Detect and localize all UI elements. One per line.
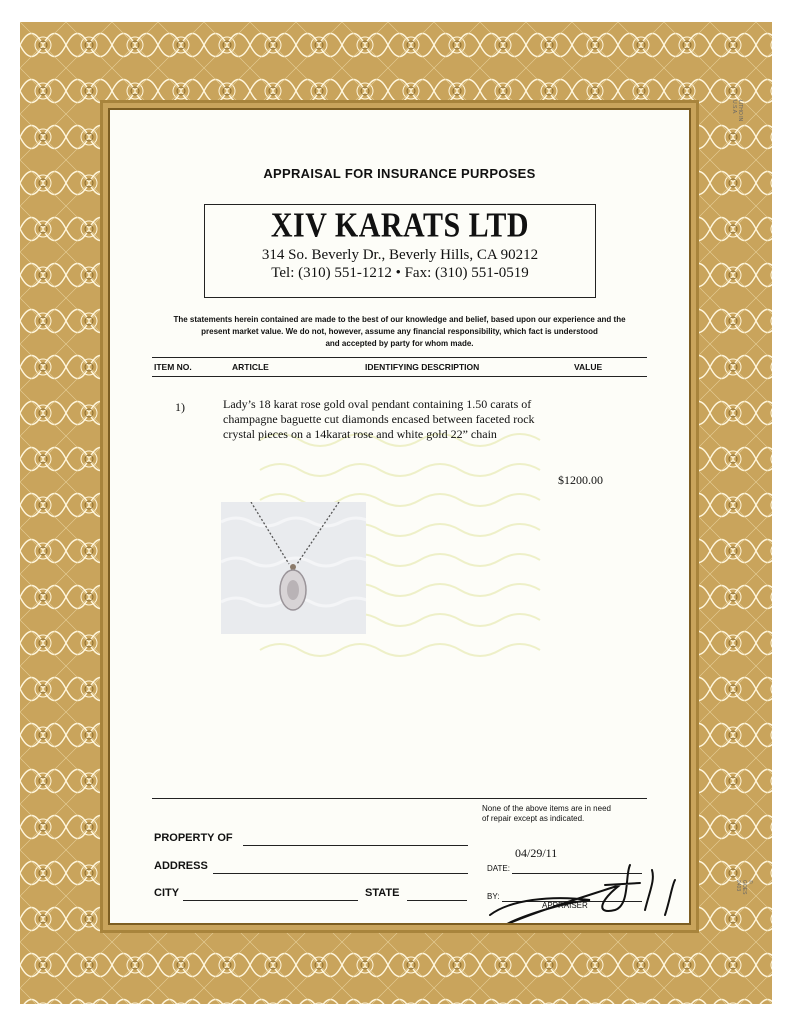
date-value: 04/29/11 xyxy=(515,846,558,860)
inner-frame xyxy=(100,100,699,933)
inner-frame-line xyxy=(108,108,691,925)
property-of-label: PROPERTY OF xyxy=(154,832,233,844)
pendant-photo xyxy=(221,502,366,634)
item-number: 1) xyxy=(175,400,185,414)
column-value: VALUE xyxy=(574,362,603,372)
footer-rule xyxy=(152,798,647,799)
date-label: DATE: xyxy=(487,864,510,873)
column-description: IDENTIFYING DESCRIPTION xyxy=(365,362,480,372)
form-number-mark: © GOES 2403 xyxy=(735,880,753,895)
certificate-border xyxy=(20,22,772,1004)
header-rule-top xyxy=(152,357,647,358)
address-label: ADDRESS xyxy=(154,860,208,872)
city-line xyxy=(183,900,358,901)
column-item-no: ITEM NO. xyxy=(154,362,192,372)
company-letterhead xyxy=(204,204,596,298)
state-label: STATE xyxy=(365,887,400,899)
column-article: ARTICLE xyxy=(232,362,269,372)
address-line xyxy=(213,873,468,874)
by-label: BY: xyxy=(487,892,500,901)
property-of-line xyxy=(243,845,468,846)
document-title: APPRAISAL FOR INSURANCE PURPOSES xyxy=(263,166,536,181)
statement-line: present market value. We do not, however, assume any financial responsibility, which fact is understood xyxy=(201,327,598,336)
liability-statement xyxy=(140,314,659,350)
item-value: $1200.00 xyxy=(558,473,603,487)
statement-line: The statements herein contained are made to the best of our knowledge and belief, based upon our experience and the xyxy=(173,315,626,324)
header-rule-bottom xyxy=(152,376,647,377)
city-label: CITY xyxy=(154,887,180,899)
appraiser-label: APPRAISER xyxy=(542,901,588,910)
statement-line: and accepted by party for whom made. xyxy=(325,339,474,348)
company-contact: Tel: (310) 551-1212 • Fax: (310) 551-0519 xyxy=(271,265,529,281)
appraiser-signature xyxy=(480,855,689,923)
appraisal-paper xyxy=(110,110,689,923)
state-line xyxy=(407,900,467,901)
litho-print-mark: LITHO IN U.S.A. xyxy=(731,100,743,122)
company-address: 314 So. Beverly Dr., Beverly Hills, CA 90212 xyxy=(261,247,539,263)
repair-note: None of the above items are in need of repair except as indicated. xyxy=(482,804,611,823)
item-description: Lady’s 18 karat rose gold oval pendant containing 1.50 carats of champagne baguette cut diamonds encased between faceted rock crystal pieces on a 14karat rose and white gold 22” chain xyxy=(223,397,535,441)
company-name: XIV KARATS LTD xyxy=(270,206,530,245)
